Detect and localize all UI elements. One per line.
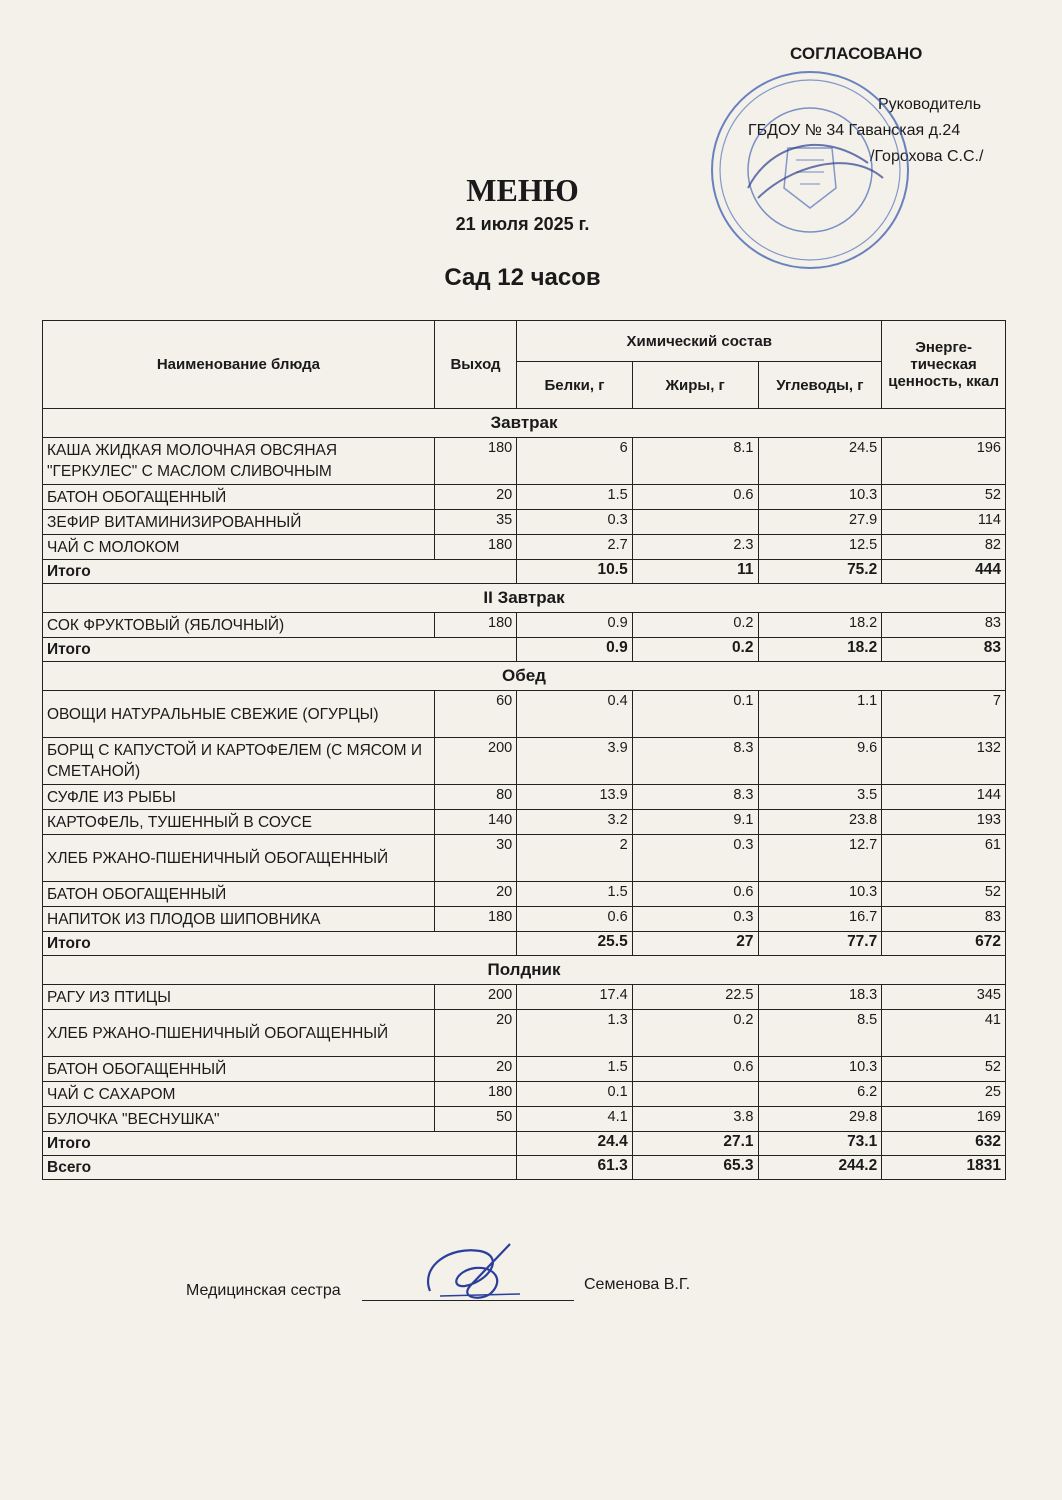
dish-protein: 1.5 [517,882,632,907]
dish-protein: 0.1 [517,1082,632,1107]
total-protein: 24.4 [517,1132,632,1156]
dish-protein: 6 [517,438,632,485]
dish-output: 200 [434,985,516,1010]
dish-output: 140 [434,810,516,835]
dish-protein: 1.5 [517,485,632,510]
dish-name: БАТОН ОБОГАЩЕННЫЙ [43,1057,435,1082]
header-output: Выход [434,321,516,409]
dish-fat: 3.8 [632,1107,758,1132]
dish-protein: 0.9 [517,613,632,638]
dish-protein: 2 [517,835,632,882]
dish-energy: 52 [882,882,1006,907]
total-fat: 27 [632,932,758,956]
dish-energy: 169 [882,1107,1006,1132]
dish-name: БАТОН ОБОГАЩЕННЫЙ [43,485,435,510]
dish-output: 60 [434,691,516,738]
dish-energy: 25 [882,1082,1006,1107]
dish-carbs: 12.7 [758,835,882,882]
dish-fat: 8.3 [632,738,758,785]
dish-output: 20 [434,1057,516,1082]
dish-energy: 7 [882,691,1006,738]
dish-name: ОВОЩИ НАТУРАЛЬНЫЕ СВЕЖИЕ (ОГУРЦЫ) [43,691,435,738]
section-title: Завтрак [43,409,1006,438]
dish-protein: 0.6 [517,907,632,932]
table-row [43,535,1006,560]
dish-fat: 8.1 [632,438,758,485]
dish-fat [632,510,758,535]
table-row [43,1010,1006,1057]
section-row [43,956,1006,985]
grand-total-row [43,1156,1006,1180]
dish-name: СОК ФРУКТОВЫЙ (ЯБЛОЧНЫЙ) [43,613,435,638]
dish-output: 180 [434,907,516,932]
total-row [43,1132,1006,1156]
dish-fat: 0.6 [632,1057,758,1082]
dish-output: 180 [434,613,516,638]
header-fat: Жиры, г [632,362,758,409]
total-energy: 672 [882,932,1006,956]
dish-carbs: 18.3 [758,985,882,1010]
dish-output: 35 [434,510,516,535]
dish-carbs: 29.8 [758,1107,882,1132]
total-carbs: 18.2 [758,638,882,662]
grand-total-energy: 1831 [882,1156,1006,1180]
official-stamp-icon [708,68,912,272]
dish-name: ЧАЙ С САХАРОМ [43,1082,435,1107]
dish-output: 50 [434,1107,516,1132]
table-row [43,438,1006,485]
total-label: Итого [43,932,517,956]
dish-energy: 83 [882,613,1006,638]
dish-protein: 17.4 [517,985,632,1010]
table-row [43,985,1006,1010]
total-row [43,638,1006,662]
dish-output: 180 [434,438,516,485]
menu-date: 21 июля 2025 г. [455,214,590,234]
dish-energy: 52 [882,1057,1006,1082]
approval-organization: ГБДОУ № 34 Гаванская д.24 [748,122,961,139]
dish-fat: 22.5 [632,985,758,1010]
dish-fat: 9.1 [632,810,758,835]
section-title: Полдник [43,956,1006,985]
dish-carbs: 23.8 [758,810,882,835]
dish-carbs: 6.2 [758,1082,882,1107]
table-row [43,1057,1006,1082]
dish-protein: 2.7 [517,535,632,560]
section-title: II Завтрак [43,584,1006,613]
total-protein: 25.5 [517,932,632,956]
table-row [43,510,1006,535]
dish-fat: 0.6 [632,485,758,510]
header-carbs: Углеводы, г [758,362,882,409]
dish-output: 180 [434,1082,516,1107]
dish-name: КАРТОФЕЛЬ, ТУШЕННЫЙ В СОУСЕ [43,810,435,835]
section-row [43,409,1006,438]
dish-carbs: 16.7 [758,907,882,932]
dish-carbs: 9.6 [758,738,882,785]
total-fat: 27.1 [632,1132,758,1156]
footer-role: Медицинская сестра [186,1282,341,1299]
dish-energy: 52 [882,485,1006,510]
dish-energy: 61 [882,835,1006,882]
section-title: Обед [43,662,1006,691]
section-row [43,584,1006,613]
dish-name: РАГУ ИЗ ПТИЦЫ [43,985,435,1010]
total-carbs: 73.1 [758,1132,882,1156]
menu-table [42,320,1006,1180]
dish-output: 20 [434,485,516,510]
dish-carbs: 24.5 [758,438,882,485]
dish-name: НАПИТОК ИЗ ПЛОДОВ ШИПОВНИКА [43,907,435,932]
dish-fat: 8.3 [632,785,758,810]
total-fat: 0.2 [632,638,758,662]
dish-energy: 114 [882,510,1006,535]
dish-fat [632,1082,758,1107]
dish-carbs: 1.1 [758,691,882,738]
header-chemical: Химический состав [517,321,882,362]
total-energy: 632 [882,1132,1006,1156]
approval-signatory: /Горохова С.С./ [870,148,984,165]
footer-name: Семенова В.Г. [584,1276,691,1293]
dish-energy: 196 [882,438,1006,485]
total-row [43,560,1006,584]
table-row [43,485,1006,510]
dish-protein: 0.4 [517,691,632,738]
dish-fat: 0.3 [632,835,758,882]
dish-protein: 1.5 [517,1057,632,1082]
table-row [43,691,1006,738]
total-label: Итого [43,638,517,662]
dish-name: БОРЩ С КАПУСТОЙ И КАРТОФЕЛЕМ (С МЯСОМ И СМЕТАНОЙ) [43,738,435,785]
table-row [43,810,1006,835]
dish-carbs: 18.2 [758,613,882,638]
dish-energy: 193 [882,810,1006,835]
menu-table-body [43,409,1006,1180]
table-row [43,613,1006,638]
table-row [43,835,1006,882]
page-title: МЕНЮ [466,172,579,208]
table-row [43,1082,1006,1107]
dish-carbs: 27.9 [758,510,882,535]
table-row [43,1107,1006,1132]
table-row [43,785,1006,810]
dish-fat: 2.3 [632,535,758,560]
dish-fat: 0.3 [632,907,758,932]
dish-name: БАТОН ОБОГАЩЕННЫЙ [43,882,435,907]
dish-carbs: 8.5 [758,1010,882,1057]
dish-protein: 3.2 [517,810,632,835]
table-row [43,738,1006,785]
dish-name: БУЛОЧКА "ВЕСНУШКА" [43,1107,435,1132]
dish-carbs: 10.3 [758,485,882,510]
dish-protein: 13.9 [517,785,632,810]
grand-total-carbs: 244.2 [758,1156,882,1180]
dish-energy: 345 [882,985,1006,1010]
header-name: Наименование блюда [43,321,435,409]
dish-name: ЧАЙ С МОЛОКОМ [43,535,435,560]
dish-output: 80 [434,785,516,810]
total-carbs: 75.2 [758,560,882,584]
total-protein: 10.5 [517,560,632,584]
dish-protein: 0.3 [517,510,632,535]
dish-fat: 0.2 [632,1010,758,1057]
dish-energy: 132 [882,738,1006,785]
dish-output: 200 [434,738,516,785]
dish-carbs: 10.3 [758,1057,882,1082]
total-label: Итого [43,1132,517,1156]
total-energy: 83 [882,638,1006,662]
dish-name: СУФЛЕ ИЗ РЫБЫ [43,785,435,810]
dish-energy: 144 [882,785,1006,810]
dish-output: 30 [434,835,516,882]
header-protein: Белки, г [517,362,632,409]
total-energy: 444 [882,560,1006,584]
dish-energy: 41 [882,1010,1006,1057]
dish-name: ХЛЕБ РЖАНО-ПШЕНИЧНЫЙ ОБОГАЩЕННЫЙ [43,1010,435,1057]
approval-heading: СОГЛАСОВАНО [790,44,923,63]
total-label: Итого [43,560,517,584]
dish-protein: 1.3 [517,1010,632,1057]
dish-energy: 82 [882,535,1006,560]
total-row [43,932,1006,956]
dish-name: ЗЕФИР ВИТАМИНИЗИРОВАННЫЙ [43,510,435,535]
total-protein: 0.9 [517,638,632,662]
dish-output: 20 [434,1010,516,1057]
dish-fat: 0.2 [632,613,758,638]
signature-icon [410,1236,530,1306]
dish-name: ХЛЕБ РЖАНО-ПШЕНИЧНЫЙ ОБОГАЩЕННЫЙ [43,835,435,882]
header-energy: Энерге-тическая ценность, ккал [882,321,1006,409]
table-row [43,907,1006,932]
section-row [43,662,1006,691]
grand-total-protein: 61.3 [517,1156,632,1180]
approval-position: Руководитель [878,96,982,113]
table-row [43,882,1006,907]
total-carbs: 77.7 [758,932,882,956]
dish-output: 20 [434,882,516,907]
dish-protein: 4.1 [517,1107,632,1132]
dish-output: 180 [434,535,516,560]
dish-carbs: 3.5 [758,785,882,810]
menu-subtitle: Сад 12 часов [444,264,601,291]
dish-carbs: 12.5 [758,535,882,560]
dish-energy: 83 [882,907,1006,932]
dish-protein: 3.9 [517,738,632,785]
grand-total-label: Всего [43,1156,517,1180]
dish-name: КАША ЖИДКАЯ МОЛОЧНАЯ ОВСЯНАЯ "ГЕРКУЛЕС" С МАСЛОМ СЛИВОЧНЫМ [43,438,435,485]
total-fat: 11 [632,560,758,584]
dish-fat: 0.1 [632,691,758,738]
grand-total-fat: 65.3 [632,1156,758,1180]
dish-carbs: 10.3 [758,882,882,907]
dish-fat: 0.6 [632,882,758,907]
